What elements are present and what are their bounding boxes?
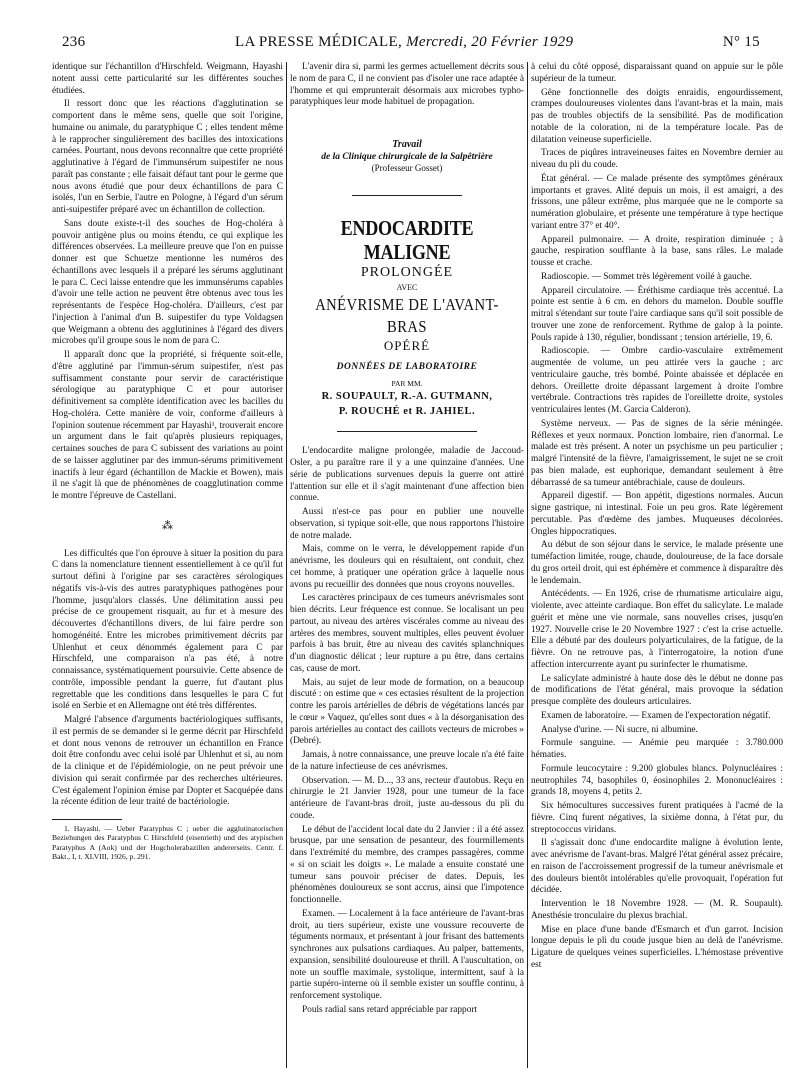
paragraph: Analyse d'urine. — Ni sucre, ni albumine. <box>541 724 698 735</box>
paragraph: Mais, comme on le verra, le développement rapide d'un anévrisme, les douleurs qui en résultaient, ont conduit, chez cet homme, à pratiquer une opération grâce à laquelle nous avons pu recueillir des données que nous croyons nouvelles. <box>290 544 524 590</box>
byline-prefix: PAR MM. <box>391 378 423 388</box>
paragraph: Formule sanguine. — Anémie peu marquée : 3.780.000 hématies. <box>531 738 783 760</box>
paragraph: Les difficultés que l'on éprouve à situer la position du para C dans la nomenclature tiennent essentiellement à ce qu'il fut surtout défini à l'origine par ses caractères sérologiques négatifs vis-à-vis des autres paratyphiques pathogènes pour l'homme, jusqu'alors classés. Une délimitation aussi peu précise de ce groupement risquait, au fur et à mesure des découvertes d'échantillons divers, de lui faire perdre son homogénéité. Entre les microbes primitivement décrits par Uhlenhut et ceux dénommés également para C par Hirschfeld, une comparaison n'a pas été, à notre connaissance, systématiquement poursuivie. Cette absence de contrôle, impossible pendant la guerre, fut d'autant plus regrettable que les conditions dans lesquelles le para C fut isolé en Serbie et en Allemagne ont été très différentes. <box>52 548 283 712</box>
paragraph: à celui du côté opposé, disparaissant quand on appuie sur le pôle supérieur de la tumeur. <box>531 62 783 84</box>
column-left <box>52 62 283 1072</box>
paragraph: Appareil pulmonaire. — A droite, respiration diminuée ; à gauche, respiration soufflante à la base, sans râles. Le malade tousse et crache. <box>531 234 783 268</box>
article-title-sub: PROLONGÉE <box>360 264 454 280</box>
paragraph: Gêne fonctionnelle des doigts enraidis, engourdissement, crampes douloureuses violentes dans l'avant-bras et la main, mais pas de troubles objectifs de la sensibilité. Pas de modification notable de la coloration, ni de la température locale. Pas de dilatation veineuse superficielle. <box>531 87 783 145</box>
paragraph: Observation. — M. D..., 33 ans, recteur d'autobus. Reçu en chirurgie le 21 Janvier 1928, pour une tumeur de la face antérieure de l'avant-bras droit, juste au-dessous du pli du coude. <box>290 775 524 821</box>
column-middle <box>290 62 524 1072</box>
paragraph: Système nerveux. — Pas de signes de la série méningée. Réflexes et yeux normaux. Ponction lombaire, rien d'anormal. Le malade est très présent. A noter un psychisme un peu particulier ; malgré l'intensité de la fièvre, l'amaigrissement, le sujet ne se croit pas bien malade, est euphorique, demandant seulement à être débarrassé de sa tumeur antébrachiale, cause de douleurs. <box>531 418 783 488</box>
article-title-second: ANÉVRISME DE L'AVANT-BRAS <box>315 294 499 336</box>
paragraph: Appareil circulatoire. — Éréthisme cardiaque très accentué. La pointe est sentie à 6 cm. en dehors du mamelon. Double souffle mitral s'étendant sur toute l'aire cardiaque sans qu'il soit possible de trouver une zone de renforcement. Rythme de galop à la pointe. Pouls rapide à 130, régulier, bondissant ; tension artérielle, 19, 6. <box>531 285 783 343</box>
article-title-main: ENDOCARDITE MALIGNE <box>340 215 474 264</box>
paragraph: identique sur l'échantillon d'Hirschfeld. Weigmann, Hayashi notent aussi cette particularité sur les différentes souches étudiées. <box>52 62 283 96</box>
byline-rule <box>337 431 477 432</box>
footnote: 1. Hayashi. — Ueber Paratyphus C ; ueber die agglutinatorischen Beziehungen des Paratyphus C Hirschfeld (eisenrieth) und des atypischen Paratyphus A (Aok) und der Hogcholerabazillen andererseits. Centr. f. Bakt., I, t. XLVIII, 1926, p. 291. <box>52 824 283 862</box>
paragraph: Examen de laboratoire. — Examen de l'expectoration négatif. <box>541 710 771 721</box>
paragraph: Au début de son séjour dans le service, le malade présente une tuméfaction limitée, rouge, chaude, douloureuse, de la face dorsale du gros orteil droit, qui est éphémère et commence à disparaître dès le lendemain. <box>531 540 783 586</box>
paragraph: L'endocardite maligne prolongée, maladie de Jaccoud-Osler, a pu paraître rare il y a une quinzaine d'années. Une série de publications survenues depuis la guerre ont attiré l'attention sur elle et il s'agit maintenant d'une affection bien connue. <box>290 446 524 504</box>
article-subtitle: DONNÉES DE LABORATOIRE <box>336 361 478 372</box>
paragraph: Jamais, à notre connaissance, une preuve locale n'a été faite de la nature infectieuse de ces anévrismes. <box>290 750 524 772</box>
paragraph: Pouls radial sans retard appréciable par rapport <box>302 1004 478 1015</box>
work-label: Travail <box>392 139 422 150</box>
paragraph: Formule leucocytaire : 9.200 globules blancs. Polynucléaires : neutrophiles 74, basophiles 0, éosinophiles 2. Mononucléaires : grands 18, moyens 4, petits 2. <box>531 763 783 798</box>
paragraph: Appareil digestif. — Bon appétit, digestions normales. Aucun signe gastrique, ni intestinal. Foie un peu gros. Rate légèrement percutable. Pas d'œdème des jambes. Muqueuses décolorées. Ongles hippocratiques. <box>531 491 783 537</box>
paragraph: Antécédents. — En 1926, crise de rhumatisme articulaire aigu, violente, avec atteinte cardiaque. Bon effet du salicylate. Le malade guérit et mène une vie normale, sans nouvelles crises, jusqu'en 1927. Nouvelle crise le 20 Novembre 1927 : c'est la crise actuelle. Elle a débuté par des douleurs polyarticulaires, de la fatigue, de la fièvre. On ne retrouve pas, à l'interrogatoire, la notion d'une affection intercurrente ayant pu surinfecter le rhumatisme. <box>531 589 783 670</box>
article-title-end: OPÉRÉ <box>383 337 431 353</box>
page-number: 236 <box>62 34 86 50</box>
page-header <box>62 34 760 56</box>
article-title-joiner: AVEC <box>396 282 418 292</box>
authors-line-1: R. SOUPAULT, R.-A. GUTMANN, <box>321 391 493 403</box>
journal-masthead <box>235 34 573 51</box>
paragraph: Radioscopie. — Ombre cardio-vasculaire extrêmement augmentée de volume, un peu attirée vers la gauche ; arc ventriculaire gauche, très bombé. Pointe abaissée et déplacée en dehors. Oreillette droite dépassant largement à droite l'ombre vertébrale. Contractions très rapides de l'oreillette droite, systoles ventriculaires lentes (M. Garcia Calderon). <box>531 346 783 415</box>
paragraph: Sans doute existe-t-il des souches de Hog-choléra à pouvoir antigène plus ou moins étendu, ce qui explique les différences observées. La meilleure preuve que l'on en puisse donner est que Schuetze mentionne les numéros des échantillons avec lesquels il a préparé les sérums agglutinant le para C. Ceci laisse entendre que les immunsérums capables d'avoir une telle action ne peuvent être obtenus avec tous les représentants de l'espèce Hog-choléra. D'ailleurs, c'est par l'injection à l'animal d'un B. suipestifer du type Voldagsen que Weigmann a obtenu des agglutinines à l'égard des divers microbes qu'il groupe sous le nom de para C. <box>52 218 283 347</box>
paragraph: Le début de l'accident local date du 2 Janvier : il a été assez brusque, par une sensation de pesanteur, des fourmillements dans l'extrémité du membre, des crampes passagères, comme « si on sciait les doigts ». Le malade a ensuite constaté une tumeur sans pouvoir préciser de dates. Depuis, les phénomènes douloureux se sont accrus, ainsi que l'impotence fonctionnelle. <box>290 824 524 905</box>
authors-line-2: P. ROUCHÉ et R. JAHIEL. <box>338 406 476 418</box>
paragraph: Il ressort donc que les réactions d'agglutination se comportent dans le même sens, quelle que soit l'origine, humaine ou animale, du paratyphique C ; elles tendent même à le rapprocher singulièrement des bacilles des intoxications carnées. Pourtant, nous devons reconnaître que cette propriété agglutinative à l'égard de l'immunsérum suipestifer ne nous paraît pas constante ; elle faisait défaut tant pour le germe que nous avons étudié que pour deux échantillons de para C isolés, l'un en Serbie, l'autre en Pologne, à l'égard d'un sérum anti-suipestifer préparé avec un échantillon de collection. <box>52 99 283 215</box>
paragraph: Traces de piqûres intraveineuses faites en Novembre dernier au niveau du pli du coude. <box>531 148 783 170</box>
section-separator-asterism: ⁂ <box>162 519 173 532</box>
paragraph: État général. — Ce malade présente des symptômes généraux importants et graves. Alité depuis un mois, il est amaigri, a des frissons, une pâleur extrême, plus marquée que ne le comporte sa numération globulaire, et présente une température à type hectique variant entre 37° et 40°. <box>531 173 783 231</box>
paragraph: Mise en place d'une bande d'Esmarch et d'un garrot. Incision longue depuis le pli du coude jusque bien au delà de l'anévrisme. Ligature de quelques veines superficielles. L'hémostase préventive est <box>531 924 783 970</box>
paragraph: Mais, au sujet de leur mode de formation, on a beaucoup discuté : on estime que « ces ectasies résultent de la projection contre les parois artérielles de débris de végétations lancés par le cœur » Vaquez, qu'elles sont dues « à la désorganisation des parois artérielles au contact des caillots vecteurs de microbes » (Debré). <box>290 677 524 747</box>
footnote-rule <box>52 819 122 820</box>
paragraph: Il apparaît donc que la propriété, si fréquente soit-elle, d'être agglutiné par l'immun-sérum suipestifer, n'est pas suffisamment constante pour servir de caractéristique sérologique au paratyphique C et pour autoriser définitivement sa complète identification avec les bacilles du Hog-choléra. Cette manière de voir, conforme d'ailleurs à l'opinion soutenue récemment par Hayashi¹, trouverait encore un argument dans le fait qu'après plusieurs repiquages, certaines souches de para C subissent des variations au point de se laisser agglutiner par des immun-sérums primitivement inactifs à leur égard (échantillon de Mackie et Bowen), mais il ne s'agit là que de phénomènes de coagglutination comme le montre l'épreuve de Castellani. <box>52 350 283 501</box>
clinic-name: de la Clinique chirurgicale de la Salpêtrière <box>321 152 493 162</box>
column-divider-1 <box>286 62 287 1068</box>
article-columns <box>44 62 784 1072</box>
issue-date: Mercredi, 20 Février 1929 <box>406 34 574 50</box>
journal-title: LA PRESSE MÉDICALE, <box>235 34 403 50</box>
professor-name: (Professeur Gosset) <box>371 163 443 173</box>
issue-number: N° 15 <box>722 34 760 50</box>
paragraph: Les caractères principaux de ces tumeurs anévrismales sont bien décrits. Leur fréquence est connue. Se localisant un peu partout, au niveau des artères viscérales comme au niveau des artères des membres, souvent multiples, elles peuvent évoluer parfois à bas bruit, être au niveau des cavités splanchniques d'un diagnostic délicat ; leur rupture a pu être, dans certains cas, cause de mort. <box>290 593 524 674</box>
title-rule <box>352 195 462 196</box>
paragraph: Le salicylate administré à haute dose dès le début ne donne pas de modifications de l'état général, mais provoque la sédation presque complète des douleurs articulaires. <box>531 673 783 707</box>
column-right <box>531 62 783 1072</box>
paragraph: Six hémocultures successives furent pratiquées à l'acmé de la fièvre. Cinq furent négatives, la sixième donna, à l'état pur, du streptococcus viridans. <box>531 801 783 835</box>
paragraph: Aussi n'est-ce pas pour en publier une nouvelle observation, si typique soit-elle, que nous rapportons l'histoire de notre malade. <box>290 507 524 541</box>
paragraph: Intervention le 18 Novembre 1928. — (M. R. Soupault). Anesthésie tronculaire du plexus brachial. <box>531 899 783 921</box>
paragraph: Radioscopie. — Sommet très légèrement voilé à gauche. <box>541 271 752 282</box>
paragraph: Malgré l'absence d'arguments bactériologiques suffisants, il est permis de se demander si le germe décrit par Hirschfeld et dont nous venons de retrouver un échantillon en France doit être confondu avec celui isolé par Uhlenhut et si, au nom de la clinique et de l'épidémiologie, on ne peut prévoir une division qui serait confirmée par des recherches ultérieures. C'est également l'opinion émise par Dopter et Sacquépée dans la récente édition de leur traité de bactériologie. <box>52 715 283 808</box>
paragraph: Examen. — Localement à la face antérieure de l'avant-bras droit, au tiers supérieur, existe une voussure recouverte de téguments normaux, et présentant à jour frisant des battements synchrones aux pulsations cardiaques. Au palper, battements, expansion, sensibilité douloureuse et thrill. A l'auscultation, on note un souffle maximale, systolique, intermittent, sauf à la partie supéro-interne où il semble exister un souffle continu, à renforcement systolique. <box>290 908 524 1001</box>
paragraph: L'avenir dira si, parmi les germes actuellement décrits sous le nom de para C, il ne convient pas d'isoler une race adaptée à l'homme et qui emprunterait désormais aux microbes typho-paratyphiques leur mode habituel de propagation. <box>290 62 524 108</box>
column-divider-2 <box>527 62 528 1068</box>
paragraph: Il s'agissait donc d'une endocardite maligne à évolution lente, avec anévrisme de l'avant-bras. Malgré l'état général assez précaire, en raison de l'accroissement progressif de la tumeur anévrismale et des douleurs bientôt intolérables qu'elle provoquait, l'opération fut décidée. <box>531 838 783 896</box>
